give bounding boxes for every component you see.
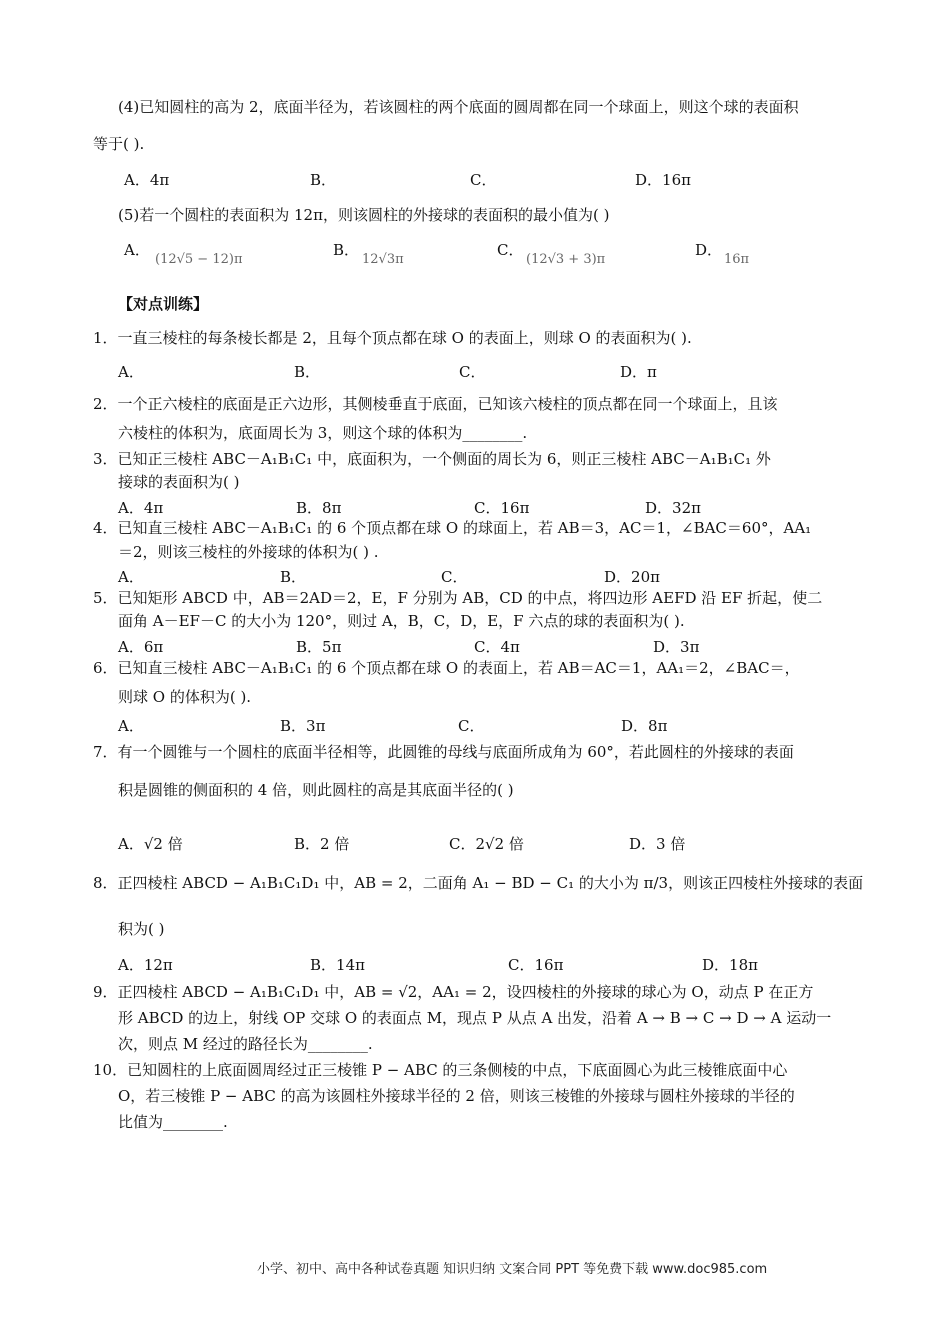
question-6-option-b: B．3π: [280, 717, 326, 735]
question-3-option-d: D．32π: [645, 499, 701, 517]
question-7-line-1: 7．有一个圆锥与一个圆柱的底面半径相等，此圆锥的母线与底面所成角为 60°，若此圆柱的外接球的表面: [93, 743, 794, 761]
question-6-line-2: 则球 O 的体积为( ).: [118, 688, 252, 706]
question-4-line-2: ＝2，则该三棱柱的外接球的体积为( ) .: [118, 543, 379, 561]
question-5-option-a: A．6π: [118, 638, 164, 656]
question-4-line-1: 4．已知直三棱柱 ABC－A₁B₁C₁ 的 6 个顶点都在球 O 的球面上，若 AB＝3，AC＝1，∠BAC＝60°，AA₁: [93, 519, 812, 537]
question-7-line-2: 积是圆锥的侧面积的 4 倍，则此圆柱的高是其底面半径的( ): [118, 781, 514, 799]
question-8-option-b: B．14π: [310, 956, 365, 974]
question-8-option-c: C．16π: [508, 956, 564, 974]
problem-5-option-c-value: (12√3 + 3)π: [526, 252, 606, 267]
question-1-option-b: B．: [294, 363, 321, 381]
question-8-line-1: 8．正四棱柱 ABCD − A₁B₁C₁D₁ 中，AB = 2，二面角 A₁ − BD − C₁ 的大小为 π/3，则该正四棱柱外接球的表面: [93, 874, 864, 892]
problem-4-option-d: D．16π: [635, 171, 691, 189]
question-1-option-a: A．: [118, 363, 144, 381]
question-9-line-3: 次，则点 M 经过的路径长为________.: [118, 1035, 373, 1053]
question-1-option-c: C．: [459, 363, 486, 381]
question-10-line-3: 比值为________.: [118, 1113, 228, 1131]
problem-4-option-a: A．4π: [124, 171, 170, 189]
question-5-line-2: 面角 A－EF－C 的大小为 120°，则过 A，B，C，D，E，F 六点的球的表面积为( ).: [118, 612, 685, 630]
question-6-option-c: C．: [458, 717, 485, 735]
question-4-option-a: A．: [118, 568, 144, 586]
question-1-option-d: D．π: [620, 363, 657, 381]
problem-5-option-a-label: A．: [124, 241, 150, 259]
question-7-option-d: D．3 倍: [629, 835, 686, 853]
question-8-option-d: D．18π: [702, 956, 758, 974]
problem-5-option-a-value: (12√5 − 12)π: [155, 252, 243, 267]
question-3-option-a: A．4π: [118, 499, 164, 517]
problem-4-option-c: C．: [470, 171, 497, 189]
question-2-line-2: 六棱柱的体积为，底面周长为 3，则这个球的体积为________.: [118, 424, 528, 442]
question-9-line-1: 9．正四棱柱 ABCD − A₁B₁C₁D₁ 中，AB = √2，AA₁ = 2，设四棱柱的外接球的球心为 O，动点 P 在正方: [93, 983, 814, 1001]
problem-5-option-d-label: D．: [695, 241, 723, 259]
question-6-option-a: A．: [118, 717, 144, 735]
question-5-option-b: B．5π: [296, 638, 342, 656]
question-7-option-c: C．2√2 倍: [449, 835, 524, 853]
problem-5-option-b-label: B．: [333, 241, 360, 259]
question-7-option-a: A．√2 倍: [118, 835, 183, 853]
question-8-option-a: A．12π: [118, 956, 173, 974]
question-8-line-2: 积为( ): [118, 920, 165, 938]
question-1-line-1: 1．一直三棱柱的每条棱长都是 2，且每个顶点都在球 O 的表面上，则球 O 的表面积为( ).: [93, 329, 692, 347]
question-6-option-d: D．8π: [621, 717, 668, 735]
question-4-option-d: D．20π: [604, 568, 660, 586]
question-10-line-1: 10．已知圆柱的上底面圆周经过正三棱锥 P − ABC 的三条侧棱的中点，下底面圆心为此三棱锥底面中心: [93, 1061, 788, 1079]
question-3-line-2: 接球的表面积为( ): [118, 473, 240, 491]
section-heading: 【对点训练】: [118, 295, 209, 313]
question-7-option-b: B．2 倍: [294, 835, 350, 853]
problem-5-option-d-value: 16π: [724, 252, 750, 267]
problem-5-option-c-label: C．: [497, 241, 524, 259]
footer-note: 小学、初中、高中各种试卷真题 知识归纳 文案合同 PPT 等免费下载 www.doc985.com: [257, 1262, 768, 1277]
question-10-line-2: O，若三棱锥 P − ABC 的高为该圆柱外接球半径的 2 倍，则该三棱锥的外接球与圆柱外接球的半径的: [118, 1087, 795, 1105]
problem-5-option-b-value: 12√3π: [362, 252, 404, 267]
question-4-option-c: C．: [441, 568, 468, 586]
question-6-line-1: 6．已知直三棱柱 ABC－A₁B₁C₁ 的 6 个顶点都在球 O 的表面上，若 AB＝AC＝1，AA₁＝2，∠BAC＝，: [93, 659, 800, 677]
question-3-option-c: C．16π: [474, 499, 530, 517]
problem-4-option-b: B．: [310, 171, 337, 189]
question-3-option-b: B．8π: [296, 499, 342, 517]
question-3-line-1: 3．已知正三棱柱 ABC－A₁B₁C₁ 中，底面积为，一个侧面的周长为 6，则正三棱柱 ABC－A₁B₁C₁ 外: [93, 450, 771, 468]
question-2-line-1: 2．一个正六棱柱的底面是正六边形，其侧棱垂直于底面，已知该六棱柱的顶点都在同一个球面上，且该: [93, 395, 778, 413]
question-4-option-b: B．: [280, 568, 307, 586]
question-5-option-c: C．4π: [474, 638, 520, 656]
question-5-option-d: D．3π: [653, 638, 700, 656]
question-9-line-2: 形 ABCD 的边上，射线 OP 交球 O 的表面点 M，现点 P 从点 A 出发，沿着 A → B → C → D → A 运动一: [118, 1009, 832, 1027]
problem-4-line-1: (4)已知圆柱的高为 2，底面半径为，若该圆柱的两个底面的圆周都在同一个球面上，则这个球的表面积: [118, 98, 799, 116]
problem-4-line-2: 等于( ).: [93, 135, 145, 153]
problem-5-line-1: (5)若一个圆柱的表面积为 12π，则该圆柱的外接球的表面积的最小值为( ): [118, 206, 610, 224]
question-5-line-1: 5．已知矩形 ABCD 中，AB＝2AD＝2，E，F 分别为 AB，CD 的中点，将四边形 AEFD 沿 EF 折起，使二: [93, 589, 823, 607]
